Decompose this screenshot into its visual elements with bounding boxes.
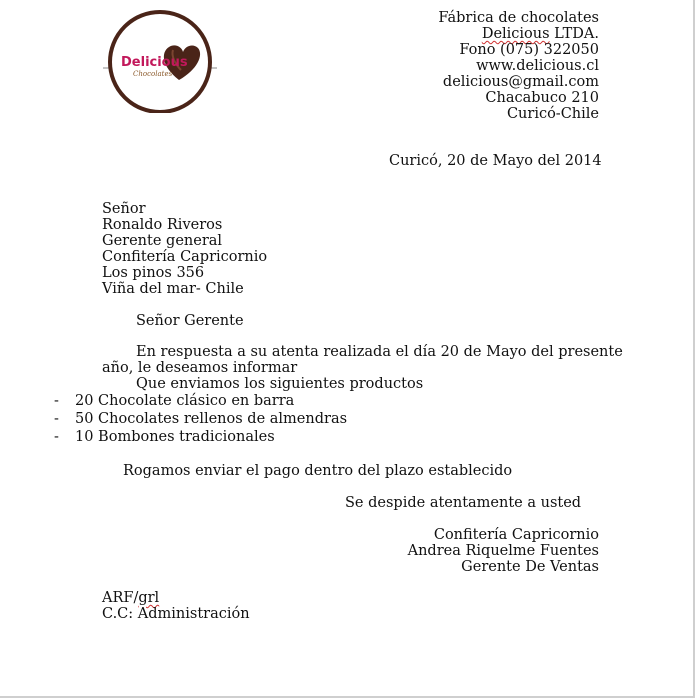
body-line-2: año, le deseamos informar [102, 360, 298, 376]
sender-web: www.delicious.cl [476, 58, 599, 74]
body-line-1: En respuesta a su atenta realizada el día 20 de Mayo del presente [136, 344, 623, 360]
product-item-bullet: - [54, 411, 59, 427]
product-item: 10 Bombones tradicionales [75, 429, 275, 445]
greeting: Señor Gerente [136, 313, 244, 329]
sender-phone: Fono (075) 322050 [459, 42, 599, 58]
sender-company: Fábrica de chocolates [438, 10, 599, 26]
carbon-copy: C.C: Administración [102, 606, 250, 622]
body-line-3: Que enviamos los siguientes productos [136, 376, 424, 392]
signature-company: Confitería Capricornio [433, 527, 599, 543]
product-item-bullet: - [54, 393, 59, 409]
product-item: 20 Chocolate clásico en barra [75, 393, 295, 409]
logo-brand-text: Delicious [121, 55, 188, 70]
recipient-address: Los pinos 356 [102, 265, 205, 281]
signature-title: Gerente De Ventas [461, 559, 599, 575]
letter-date: Curicó, 20 de Mayo del 2014 [389, 153, 602, 169]
sender-email: delicious@gmail.com [442, 74, 599, 90]
reference-initials [102, 590, 159, 606]
sender-address: Chacabuco 210 [485, 90, 599, 106]
logo-graphic [103, 10, 217, 113]
recipient-city: Viña del mar- Chile [102, 281, 244, 297]
reference-initials-b: grl [138, 590, 160, 606]
reference-initials-a: ARF/ [102, 590, 139, 606]
product-item-bullet: - [54, 429, 59, 445]
sender-legal-name-a: Delicious [481, 26, 550, 42]
signature-name: Andrea Riquelme Fuentes [407, 543, 599, 559]
company-logo [103, 10, 217, 113]
recipient-position: Gerente general [102, 233, 223, 249]
recipient-company: Confitería Capricornio [102, 249, 268, 265]
product-item: 50 Chocolates rellenos de almendras [75, 411, 348, 427]
sender-city: Curicó-Chile [506, 106, 599, 122]
closing-line: Se despide atentamente a usted [345, 495, 582, 511]
sender-legal-name [482, 26, 599, 42]
payment-request: Rogamos enviar el pago dentro del plazo establecido [123, 463, 513, 479]
recipient-title: Señor [102, 201, 146, 217]
recipient-name: Ronaldo Riveros [102, 217, 223, 233]
sender-legal-name-b: LTDA. [549, 26, 599, 42]
logo-tagline-text: Chocolates [133, 70, 173, 78]
